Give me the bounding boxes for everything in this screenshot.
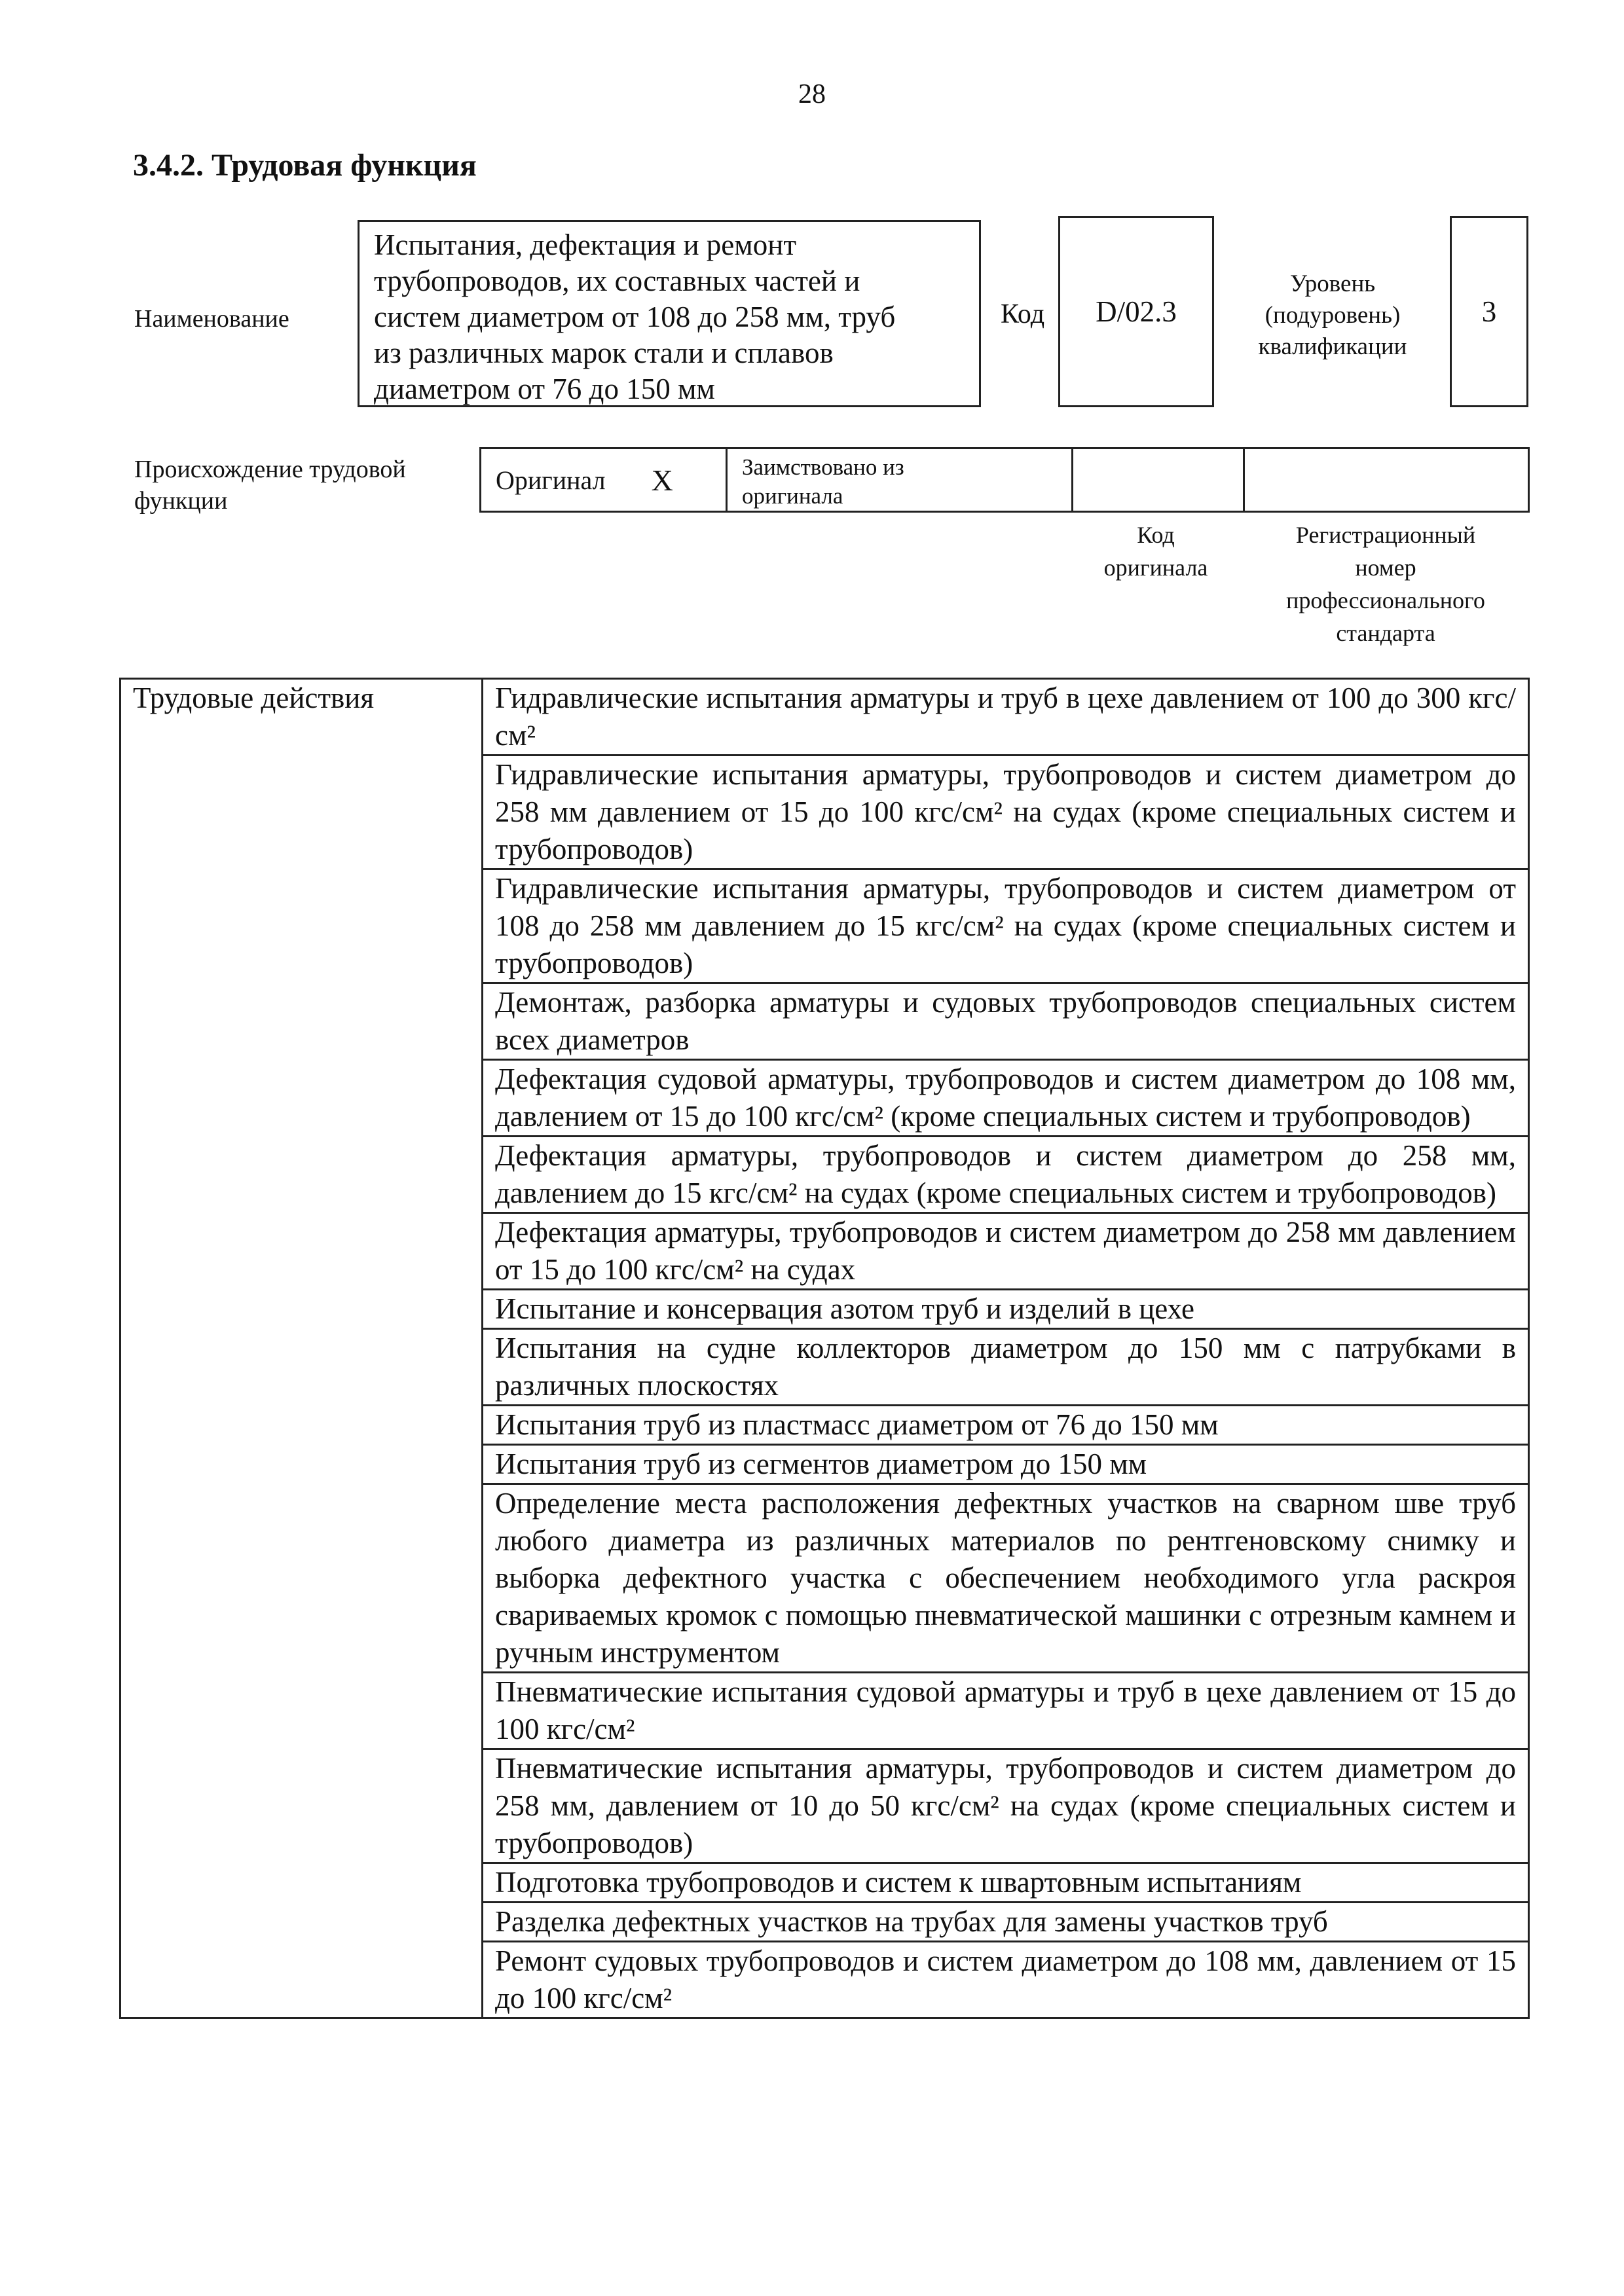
origin-original-cell [481,449,728,511]
caption-line: Регистрационный [1295,522,1476,548]
borrowed-label-line: Заимствовано из [742,454,904,480]
labor-action-item: Испытания труб из сегментов диаметром до 150 мм [483,1445,1529,1484]
labor-action-item: Пневматические испытания судовой арматуры и труб в цехе давлением от 15 до 100 кгс/см² [483,1673,1529,1749]
borrowed-label-line: оригинала [742,483,843,509]
labor-action-item: Гидравлические испытания арматуры и труб в цехе давлением от 100 до 300 кгс/см² [483,679,1529,756]
level-value-box [1450,216,1528,407]
original-mark: X [651,463,673,497]
labor-action-item: Подготовка трубопроводов и систем к швартовным испытаниям [483,1863,1529,1903]
labor-action-item: Гидравлические испытания арматуры, трубопроводов и систем диаметром до 258 мм давлением от 15 до 100 кгс/см² на судах (кроме специальных систем и трубопроводов) [483,756,1529,869]
original-label: Оригинал [496,465,606,495]
function-name-line: диаметром от 76 до 150 мм [374,373,715,405]
labor-action-item: Определение места расположения дефектных участков на сварном шве труб любого диаметра из различных материалов по рентгеновскому снимку и выборка дефектного участка с обеспечением необходимого угла раскроя свариваемых кромок с помощью пневматической машинки с отрезным камнем и ручным инструментом [483,1484,1529,1673]
function-name-line: из различных марок стали и сплавов [374,337,834,369]
section-title: 3.4.2. Трудовая функция [133,148,477,183]
reg-number-caption [1242,519,1530,649]
labor-action-item: Демонтаж, разборка арматуры и судовых трубопроводов специальных систем всех диаметров [483,983,1529,1060]
origin-label-line: функции [134,487,228,515]
code-label: Код [1001,299,1045,329]
original-code-caption [1070,519,1242,584]
function-name-box [358,220,981,407]
labor-action-item: Пневматические испытания арматуры, трубопроводов и систем диаметром до 258 мм, давлением от 10 до 50 кгс/см² на судах (кроме специальных систем и трубопроводов) [483,1749,1529,1863]
caption-line: профессионального [1286,587,1485,613]
labor-action-item: Испытания труб из пластмасс диаметром от 76 до 150 мм [483,1406,1529,1445]
level-label-line: (подуровень) [1264,302,1401,329]
labor-action-item: Испытания на судне коллекторов диаметром до 150 мм с патрубками в различных плоскостях [483,1329,1529,1406]
origin-reg-number-cell [1245,449,1528,511]
level-label-line: Уровень [1289,270,1376,297]
labor-action-item: Дефектация арматуры, трубопроводов и систем диаметром до 258 мм, давлением до 15 кгс/см² на судах (кроме специальных систем и трубопроводов) [483,1137,1529,1213]
function-name-line: Испытания, дефектация и ремонт [374,228,796,261]
labor-action-item: Дефектация судовой арматуры, трубопроводов и систем диаметром до 108 мм, давлением от 15 до 100 кгс/см² (кроме специальных систем и трубопроводов) [483,1060,1529,1137]
origin-label-line: Происхождение трудовой [134,456,406,483]
level-label [1231,268,1434,363]
name-label: Наименование [134,305,289,333]
function-name-line: систем диаметром от 108 до 258 мм, труб [374,301,896,333]
code-value: D/02.3 [1096,295,1177,328]
caption-line: Код [1137,522,1175,548]
caption-line: стандарта [1336,620,1435,646]
caption-line: оригинала [1103,555,1208,581]
labor-action-item: Испытание и консервация азотом труб и изделий в цехе [483,1290,1529,1329]
origin-table [479,447,1530,513]
labor-action-item: Разделка дефектных участков на трубах для замены участков труб [483,1903,1529,1942]
origin-borrowed-cell [728,449,1073,511]
level-value: 3 [1481,295,1497,328]
origin-label [134,454,406,517]
origin-code-cell [1073,449,1245,511]
function-name-line: трубопроводов, их составных частей и [374,264,860,297]
caption-line: номер [1355,555,1416,581]
table-row [120,679,1529,756]
labor-action-item: Гидравлические испытания арматуры, трубопроводов и систем диаметром от 108 до 258 мм давлением до 15 кгс/см² на судах (кроме специальных систем и трубопроводов) [483,869,1529,983]
labor-action-item: Ремонт судовых трубопроводов и систем диаметром до 108 мм, давлением от 15 до 100 кгс/см² [483,1942,1529,2018]
labor-action-item: Дефектация арматуры, трубопроводов и систем диаметром до 258 мм давлением от 15 до 100 кгс/см² на судах [483,1213,1529,1290]
page-number: 28 [798,79,826,109]
level-label-line: квалификации [1258,333,1407,360]
labor-actions-heading: Трудовые действия [120,679,483,2018]
code-value-box [1058,216,1214,407]
labor-actions-table [119,678,1530,2019]
